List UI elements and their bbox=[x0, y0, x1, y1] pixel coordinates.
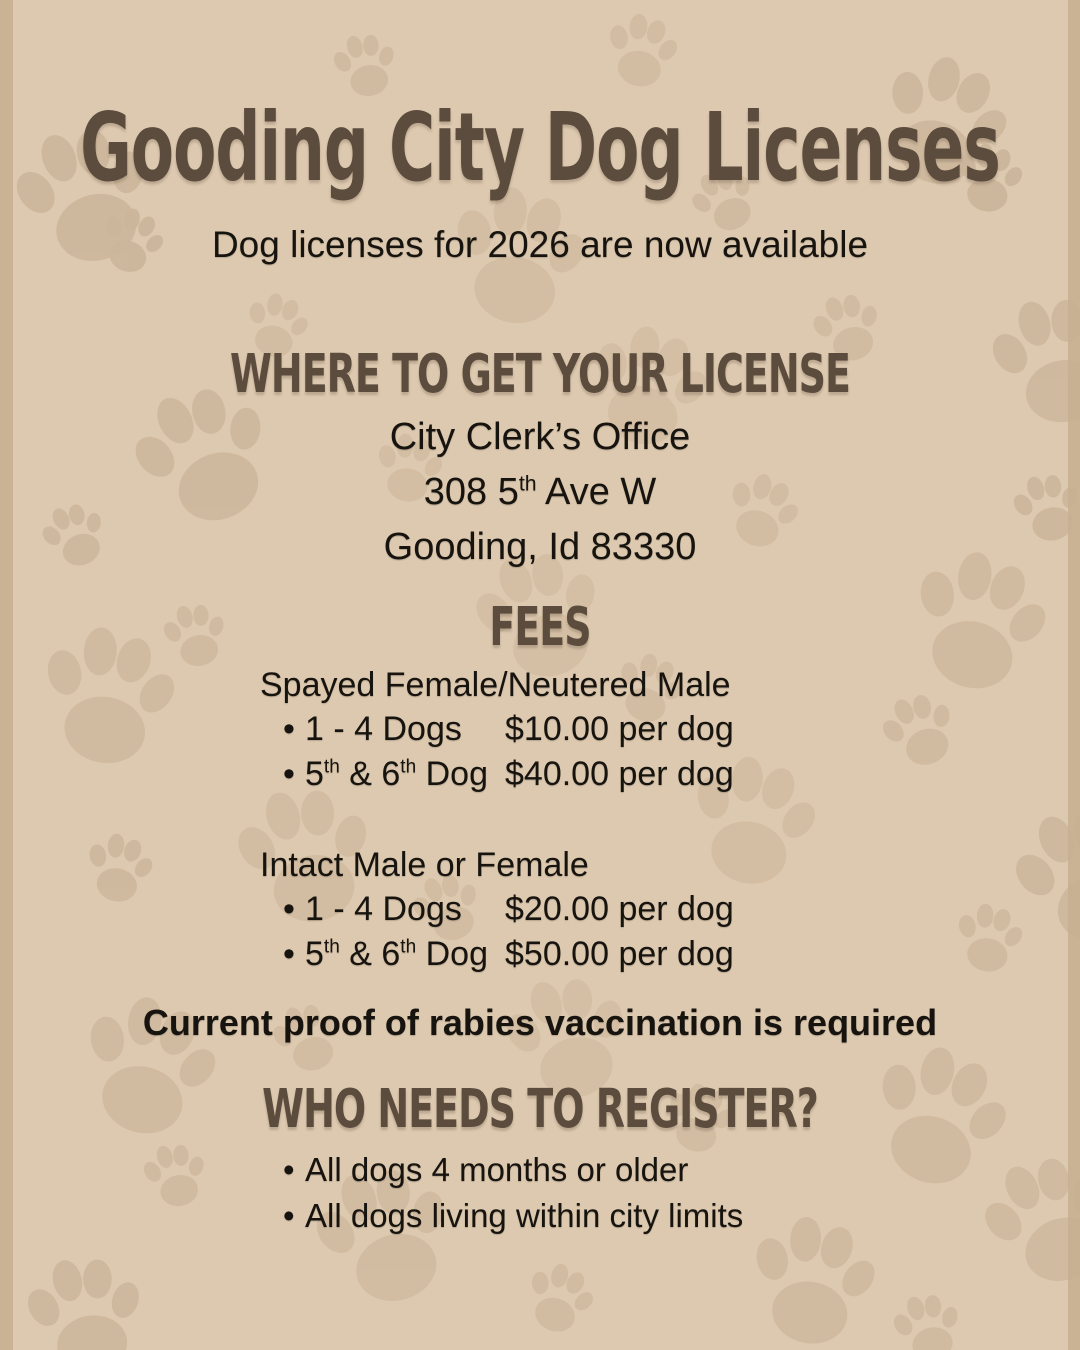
register-item bbox=[260, 1193, 820, 1239]
paw-icon bbox=[886, 1287, 969, 1350]
street-name: Ave W bbox=[536, 471, 657, 513]
bullet-icon: • bbox=[283, 1151, 295, 1188]
fee-label: 1 - 4 Dogs bbox=[305, 710, 462, 748]
paw-icon bbox=[17, 1248, 154, 1350]
bullet-icon: • bbox=[283, 890, 295, 928]
fee-label bbox=[305, 932, 505, 977]
register-item-text: All dogs living within city limits bbox=[305, 1197, 744, 1234]
address-block bbox=[0, 410, 1080, 575]
register-list bbox=[260, 1147, 820, 1239]
register-item-text: All dogs 4 months or older bbox=[305, 1151, 689, 1188]
fees-block bbox=[260, 663, 820, 977]
fee-row bbox=[260, 932, 820, 977]
fee-label bbox=[305, 752, 505, 797]
page-title: Gooding City Dog Licenses bbox=[80, 92, 1000, 202]
fee-label-part: Dog bbox=[416, 935, 488, 973]
fee-label-part: & 6 bbox=[339, 755, 401, 793]
ordinal-sup: th bbox=[323, 756, 340, 778]
fee-row bbox=[260, 707, 820, 752]
fee-label-part: & 6 bbox=[339, 935, 401, 973]
fee-price: $50.00 per dog bbox=[505, 935, 734, 973]
fee-label-part: 5 bbox=[305, 755, 324, 793]
street-line bbox=[0, 465, 1080, 520]
ordinal-sup: th bbox=[400, 936, 417, 958]
bullet-icon: • bbox=[283, 935, 295, 973]
where-heading: WHERE TO GET YOUR LICENSE bbox=[229, 343, 851, 405]
register-item bbox=[260, 1147, 820, 1193]
paw-icon bbox=[515, 1254, 604, 1342]
fee-price: $10.00 per dog bbox=[505, 710, 734, 748]
fee-row bbox=[260, 752, 820, 797]
rabies-notice: Current proof of rabies vaccination is required bbox=[142, 1002, 938, 1043]
fee-group-intact bbox=[260, 843, 820, 977]
office-line: City Clerk’s Office bbox=[389, 416, 691, 458]
fee-label: 1 - 4 Dogs bbox=[305, 890, 462, 928]
street-ordinal-sup: th bbox=[518, 471, 537, 496]
street-number: 308 5 bbox=[423, 471, 519, 513]
fee-group-title: Spayed Female/Neutered Male bbox=[260, 666, 731, 704]
ordinal-sup: th bbox=[400, 756, 417, 778]
fee-group-spayed-neutered bbox=[260, 663, 820, 797]
bullet-icon: • bbox=[283, 710, 295, 748]
register-heading: WHO NEEDS TO REGISTER? bbox=[262, 1078, 818, 1140]
fee-label-part: 5 bbox=[305, 935, 324, 973]
fee-label-part: Dog bbox=[416, 755, 488, 793]
fees-heading: FEES bbox=[489, 596, 591, 658]
fee-price: $40.00 per dog bbox=[505, 755, 734, 793]
bullet-icon: • bbox=[283, 755, 295, 793]
bullet-icon: • bbox=[283, 1197, 295, 1234]
fee-row bbox=[260, 887, 820, 932]
fee-price: $20.00 per dog bbox=[505, 890, 734, 928]
subtitle: Dog licenses for 2026 are now available bbox=[211, 224, 869, 265]
ordinal-sup: th bbox=[323, 936, 340, 958]
fee-group-title: Intact Male or Female bbox=[260, 846, 589, 884]
city-line: Gooding, Id 83330 bbox=[383, 526, 697, 568]
